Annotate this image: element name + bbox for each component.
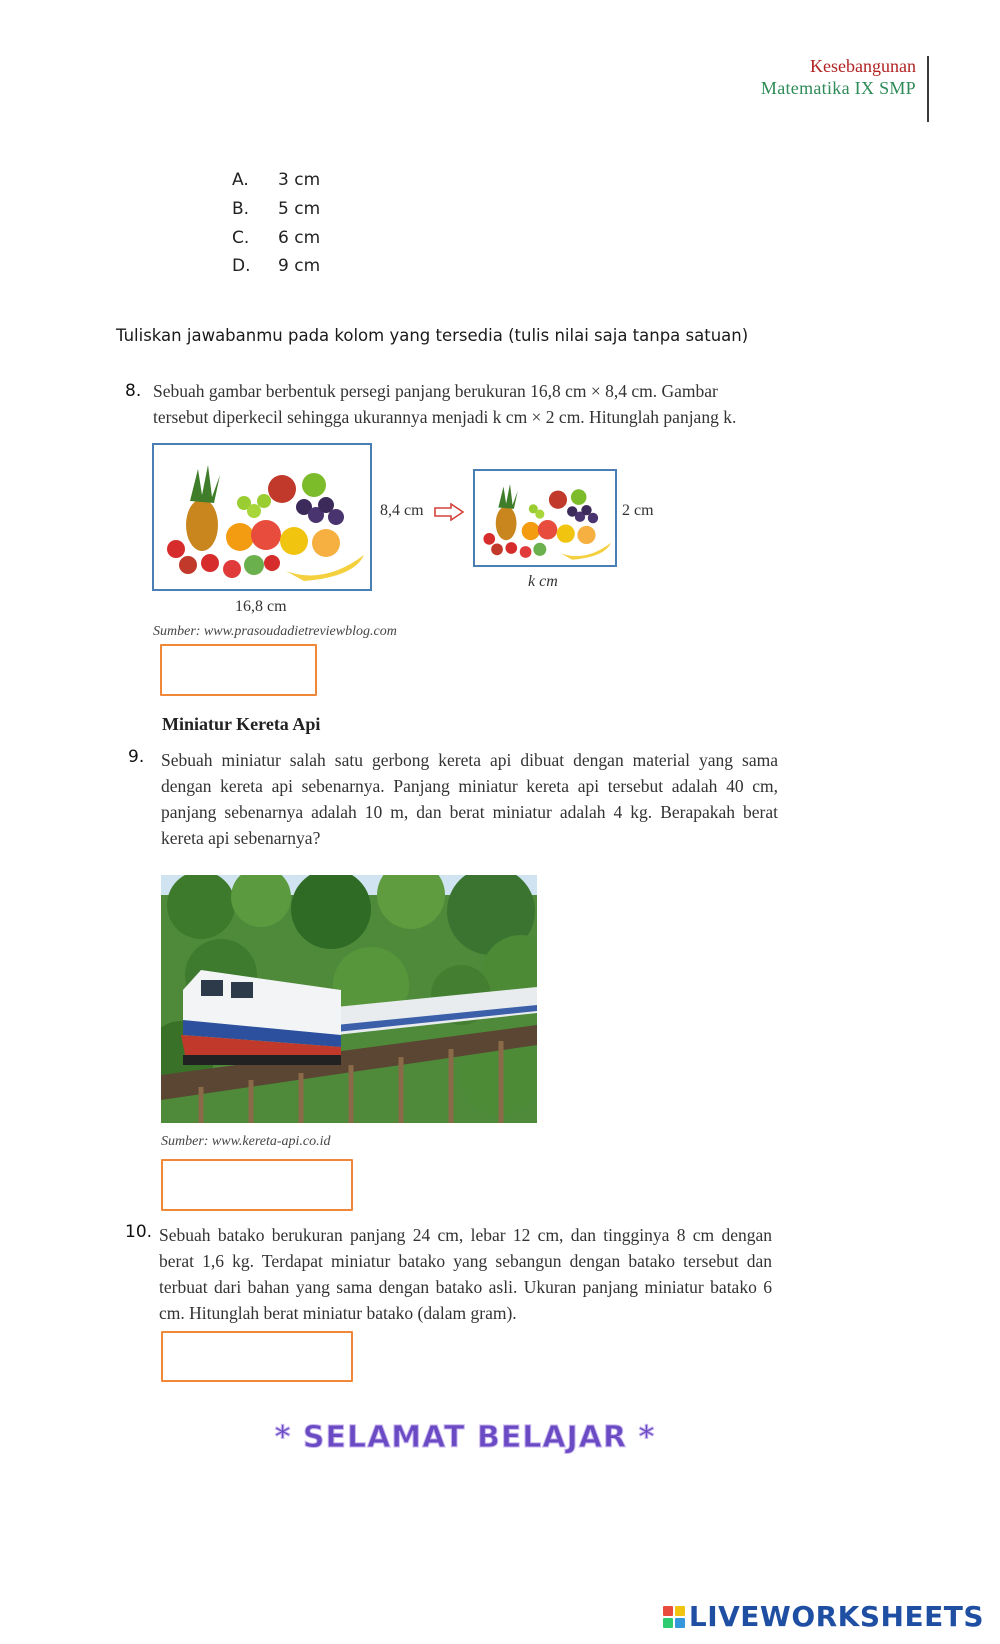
option-letter: C.: [232, 228, 250, 248]
q9-answer-input[interactable]: [161, 1159, 353, 1211]
header-divider: [927, 56, 929, 122]
q8-line1: Sebuah gambar berbentuk persegi panjang berukuran 16,8 cm × 8,4 cm. Gambar: [153, 381, 718, 401]
label-16-8-cm: 16,8 cm: [235, 598, 287, 615]
liveworksheets-logo: [663, 1600, 984, 1633]
q8-source: Sumber: www.prasoudadietreviewblog.com: [153, 624, 397, 639]
q9-section-title: Miniatur Kereta Api: [162, 714, 321, 734]
closing-message: * SELAMAT BELAJAR *: [274, 1420, 656, 1455]
option-a: [232, 170, 320, 190]
option-value: 9 cm: [278, 256, 321, 276]
option-d: [232, 256, 320, 276]
option-letter: A.: [232, 170, 249, 190]
liveworksheets-grid-icon: [663, 1606, 685, 1628]
option-b: [232, 199, 320, 219]
option-value: 6 cm: [278, 228, 321, 248]
arrow-right-icon: [434, 503, 464, 521]
option-letter: D.: [232, 256, 251, 276]
fruit-image-large: [152, 443, 372, 591]
q8-line2: tersebut diperkecil sehingga ukurannya menjadi k cm × 2 cm. Hitunglah panjang k.: [153, 407, 737, 427]
q8-number: 8.: [125, 381, 142, 401]
label-8-4-cm: 8,4 cm: [380, 502, 424, 519]
option-value: 5 cm: [278, 199, 321, 219]
fruit-illustration: [154, 445, 370, 589]
fruit-illustration: [475, 471, 615, 565]
q9-source: Sumber: www.kereta-api.co.id: [161, 1134, 331, 1149]
option-value: 3 cm: [278, 170, 321, 190]
option-c: [232, 228, 320, 248]
instruction-text: Tuliskan jawabanmu pada kolom yang tersedia (tulis nilai saja tanpa satuan): [116, 326, 749, 345]
q9-number: 9.: [128, 747, 145, 767]
header-subtitle: Matematika IX SMP: [760, 78, 916, 98]
q10-number: 10.: [125, 1222, 153, 1242]
train-illustration: [161, 875, 537, 1123]
label-2-cm: 2 cm: [622, 502, 654, 519]
q9-text: Sebuah miniatur salah satu gerbong kereta api dibuat dengan material yang sama dengan kereta api sebenarnya. Panjang miniatur kereta api tersebut adalah 40 cm, panjang sebenarnya adalah 10 m, dan berat miniatur adalah 4 kg. Berapakah berat kereta api sebenarnya?: [161, 750, 778, 848]
liveworksheets-wordmark: LIVEWORKSHEETS: [688, 1600, 984, 1633]
label-k-cm: k cm: [528, 573, 558, 590]
train-image: [161, 875, 537, 1123]
q10-text: Sebuah batako berukuran panjang 24 cm, lebar 12 cm, dan tingginya 8 cm dengan berat 1,6 kg. Terdapat miniatur batako yang sebangun dengan batako tersebut dan terbuat dari bahan yang sama dengan batako asli. Ukuran panjang miniatur batako 6 cm. Hitunglah berat miniatur batako (dalam gram).: [159, 1225, 772, 1323]
option-letter: B.: [232, 199, 250, 219]
q10-answer-input[interactable]: [161, 1331, 353, 1382]
header-title: Kesebangunan: [810, 56, 916, 76]
q8-answer-input[interactable]: [160, 644, 317, 696]
fruit-image-small: [473, 469, 617, 567]
